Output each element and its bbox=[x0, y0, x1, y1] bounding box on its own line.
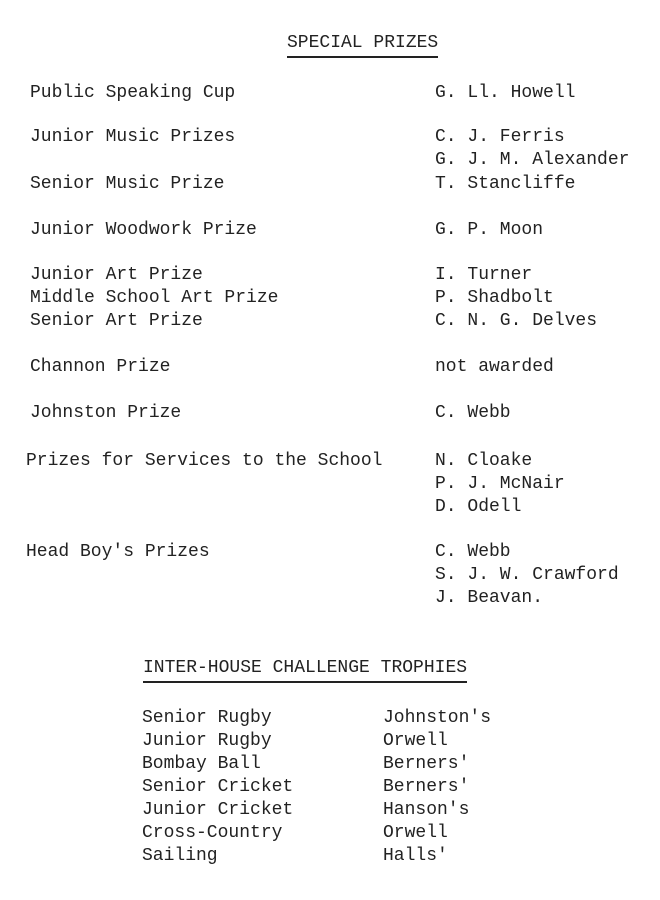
prize-winners bbox=[435, 219, 543, 242]
winner-name: D. Odell bbox=[435, 497, 522, 517]
trophy-house: Hanson's bbox=[383, 800, 470, 820]
winner-name: T. Stancliffe bbox=[435, 174, 576, 194]
trophy-house: Orwell bbox=[383, 823, 448, 843]
trophy-event: Junior Rugby bbox=[142, 731, 272, 751]
trophy-event: Sailing bbox=[142, 846, 218, 866]
trophy-event: Bombay Ball bbox=[142, 754, 261, 774]
prize-winners bbox=[435, 82, 575, 105]
prize-label: Junior Music Prizes bbox=[30, 127, 236, 147]
winner-name: J. Beavan. bbox=[435, 588, 544, 608]
winner-name: G. P. Moon bbox=[435, 220, 544, 240]
prize-label: Prizes for Services to the School bbox=[26, 451, 383, 471]
prize-winners bbox=[435, 264, 532, 287]
prize-label: Channon Prize bbox=[30, 357, 171, 377]
winner-name: C. Webb bbox=[435, 403, 511, 423]
special-prizes-heading bbox=[287, 32, 438, 58]
trophy-house: Johnston's bbox=[383, 708, 492, 728]
trophy-house: Orwell bbox=[383, 731, 448, 751]
winner-name: N. Cloake bbox=[435, 451, 533, 471]
prize-winners bbox=[435, 310, 597, 333]
winner-name: G. J. M. Alexander bbox=[435, 150, 630, 170]
winner-name: C. Webb bbox=[435, 542, 511, 562]
prize-label: Johnston Prize bbox=[30, 403, 182, 423]
trophy-event: Senior Cricket bbox=[142, 777, 294, 797]
trophy-house: Berners' bbox=[383, 777, 470, 797]
trophy-event: Senior Rugby bbox=[142, 708, 272, 728]
trophy-event: Cross-Country bbox=[142, 823, 283, 843]
prize-winners bbox=[435, 126, 629, 172]
prize-label: Senior Art Prize bbox=[30, 311, 203, 331]
prize-label: Senior Music Prize bbox=[30, 174, 225, 194]
prize-label: Junior Woodwork Prize bbox=[30, 220, 257, 240]
trophy-house: Berners' bbox=[383, 754, 470, 774]
winner-name: I. Turner bbox=[435, 265, 533, 285]
prize-winners bbox=[435, 287, 554, 310]
winner-name: G. Ll. Howell bbox=[435, 83, 576, 103]
winner-name: P. J. McNair bbox=[435, 474, 565, 494]
special-prizes-title: SPECIAL PRIZES bbox=[287, 33, 439, 53]
winner-name: C. N. G. Delves bbox=[435, 311, 598, 331]
prize-winners bbox=[435, 356, 554, 379]
prize-label: Junior Art Prize bbox=[30, 265, 203, 285]
prize-label: Head Boy's Prizes bbox=[26, 542, 210, 562]
prize-label: Middle School Art Prize bbox=[30, 288, 279, 308]
inter-house-title: INTER-HOUSE CHALLENGE TROPHIES bbox=[143, 658, 468, 678]
trophy-house: Halls' bbox=[383, 846, 448, 866]
trophy-event: Junior Cricket bbox=[142, 800, 294, 820]
winner-name: P. Shadbolt bbox=[435, 288, 554, 308]
prize-winners bbox=[435, 541, 619, 610]
prize-winners bbox=[435, 173, 575, 196]
prize-winners bbox=[435, 402, 511, 425]
heading-underline bbox=[143, 681, 467, 683]
winner-name: C. J. Ferris bbox=[435, 127, 565, 147]
prize-winners bbox=[435, 450, 565, 519]
prize-label: Public Speaking Cup bbox=[30, 83, 236, 103]
winner-name: not awarded bbox=[435, 357, 554, 377]
heading-underline bbox=[287, 56, 438, 58]
winner-name: S. J. W. Crawford bbox=[435, 565, 619, 585]
inter-house-heading bbox=[143, 657, 467, 683]
